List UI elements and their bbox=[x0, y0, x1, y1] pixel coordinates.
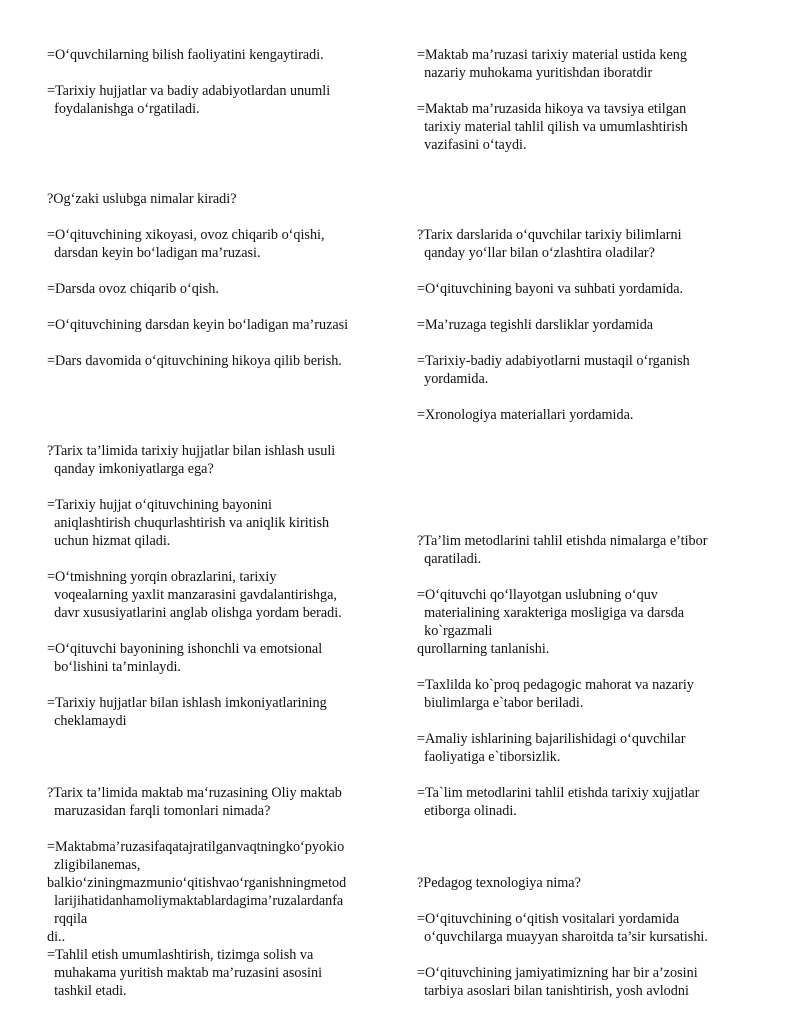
text-line: =Maktabma’ruzasifaqatajratilganvaqtningko‘pyokio bbox=[47, 839, 345, 855]
text-line: o‘quvchilarga muayyan sharoitda ta’sir kursatishi. bbox=[417, 929, 708, 945]
left-column bbox=[47, 46, 387, 1026]
text-line: =Maktab ma’ruzasi tarixiy material ustida keng bbox=[417, 47, 687, 63]
text-line: materialining xarakteriga mosligiga va darsda bbox=[417, 605, 685, 621]
text-line: =Tarixiy hujjat o‘qituvchining bayonini bbox=[47, 497, 272, 513]
text-line: ko`rgazmali bbox=[417, 623, 493, 639]
question-block bbox=[417, 874, 581, 892]
text-line: =Tarixiy hujjatlar bilan ishlash imkoniyatlarining bbox=[47, 695, 327, 711]
text-line: =O‘qituvchining darsdan keyin bo‘ladigan ma’ruzasi bbox=[47, 317, 349, 333]
text-line: =O‘qituvchining jamiyatimizning har bir a’zosini bbox=[417, 965, 698, 981]
text-line: =Amaliy ishlarining bajarilishidagi o‘quvchilar bbox=[417, 731, 686, 747]
text-line: qanday yo‘llar bilan o‘zlashtira oladilar? bbox=[417, 245, 655, 261]
text-line: =O‘qituvchi bayonining ishonchli va emotsional bbox=[47, 641, 323, 657]
answer-option-block bbox=[47, 946, 322, 1000]
text-line: ?Tarix darslarida o‘quvchilar tarixiy bilimlarni bbox=[417, 227, 682, 243]
text-line: bo‘lishini ta’minlaydi. bbox=[47, 659, 181, 675]
answer-option-block bbox=[417, 586, 684, 658]
text-line: nazariy muhokama yuritishdan iboratdir bbox=[417, 65, 653, 81]
answer-option-block bbox=[47, 226, 325, 262]
answer-option-block bbox=[417, 964, 698, 1000]
text-line: foydalanishga o‘rgatiladi. bbox=[47, 101, 200, 117]
text-line: =O‘quvchilarning bilish faoliyatini kengaytiradi. bbox=[47, 47, 324, 63]
text-line: darsdan keyin bo‘ladigan ma’ruzasi. bbox=[47, 245, 261, 261]
text-line: =Taxlilda ko`proq pedagogic mahorat va nazariy bbox=[417, 677, 694, 693]
answer-option-block bbox=[47, 640, 322, 676]
answer-option-block bbox=[417, 406, 633, 424]
text-line: maruzasidan farqli tomonlari nimada? bbox=[47, 803, 271, 819]
text-line: qurollarning tanlanishi. bbox=[417, 641, 550, 657]
answer-option-block bbox=[417, 316, 653, 334]
text-line: =Ma’ruzaga tegishli darsliklar yordamida bbox=[417, 317, 654, 333]
text-line: =Darsda ovoz chiqarib o‘qish. bbox=[47, 281, 219, 297]
text-line: tarixiy material tahlil qilish va umumlashtirish bbox=[417, 119, 688, 135]
text-line: rqqila bbox=[47, 911, 88, 927]
answer-option-block bbox=[47, 694, 327, 730]
text-line: =Ta`lim metodlarini tahlil etishda tarixiy xujjatlar bbox=[417, 785, 700, 801]
question-block bbox=[47, 442, 335, 478]
text-line: ?Ta’lim metodlarini tahlil etishda nimalarga e’tibor bbox=[417, 533, 708, 549]
text-line: aniqlashtirish chuqurlashtirish va aniqlik kiritish bbox=[47, 515, 330, 531]
text-line: =Xronologiya materiallari yordamida. bbox=[417, 407, 634, 423]
answer-option-block bbox=[417, 730, 685, 766]
text-line: etiborga olinadi. bbox=[417, 803, 517, 819]
answer-option-block bbox=[47, 838, 346, 946]
answer-option-block bbox=[47, 316, 348, 334]
text-line: =Tahlil etish umumlashtirish, tizimga solish va bbox=[47, 947, 314, 963]
text-line: vazifasini o‘taydi. bbox=[417, 137, 527, 153]
text-line: qanday imkoniyatlarga ega? bbox=[47, 461, 214, 477]
question-block bbox=[417, 532, 707, 568]
answer-option-block bbox=[47, 82, 330, 118]
text-line: =O‘qituvchining o‘qitish vositalari yordamida bbox=[417, 911, 680, 927]
answer-option-block bbox=[417, 784, 699, 820]
question-block bbox=[417, 226, 682, 262]
answer-option-block bbox=[47, 280, 219, 298]
answer-option-block bbox=[47, 46, 324, 64]
question-block bbox=[47, 190, 237, 208]
text-line: zligibilanemas, bbox=[47, 857, 141, 873]
text-line: ?Tarix ta’limida maktab ma‘ruzasining Oliy maktab bbox=[47, 785, 342, 801]
text-line: faoliyatiga e`tiborsizlik. bbox=[417, 749, 561, 765]
text-line: =Tarixiy-badiy adabiyotlarni mustaqil o‘rganish bbox=[417, 353, 690, 369]
text-line: ?Tarix ta’limida tarixiy hujjatlar bilan ishlash usuli bbox=[47, 443, 336, 459]
answer-option-block bbox=[417, 46, 687, 82]
text-line: ?Pedagog texnologiya nima? bbox=[417, 875, 581, 891]
text-line: balkio‘ziningmazmunio‘qitishvao‘rganishningmetod bbox=[47, 875, 347, 891]
text-line: qaratiladi. bbox=[417, 551, 482, 567]
question-block bbox=[47, 784, 342, 820]
text-line: =O‘tmishning yorqin obrazlarini, tarixiy bbox=[47, 569, 277, 585]
text-line: biulimlarga e`tabor beriladi. bbox=[417, 695, 584, 711]
text-line: davr xususiyatlarini anglab olishga yordam beradi. bbox=[47, 605, 342, 621]
right-column bbox=[417, 46, 762, 1026]
text-line: =Dars davomida o‘qituvchining hikoya qilib berish. bbox=[47, 353, 342, 369]
text-line: =O‘qituvchi qo‘llayotgan uslubning o‘quv bbox=[417, 587, 658, 603]
text-line: tashkil etadi. bbox=[47, 983, 127, 999]
text-line: voqealarning yaxlit manzarasini gavdalantirishga, bbox=[47, 587, 337, 603]
answer-option-block bbox=[417, 352, 690, 388]
text-line: =Tarixiy hujjatlar va badiy adabiyotlardan unumli bbox=[47, 83, 331, 99]
answer-option-block bbox=[417, 100, 688, 154]
answer-option-block bbox=[47, 352, 342, 370]
text-line: muhakama yuritish maktab ma’ruzasini asosini bbox=[47, 965, 323, 981]
text-line: cheklamaydi bbox=[47, 713, 127, 729]
answer-option-block bbox=[417, 280, 683, 298]
text-line: uchun hizmat qiladi. bbox=[47, 533, 171, 549]
text-line: =O‘qituvchining xikoyasi, ovoz chiqarib o‘qishi, bbox=[47, 227, 325, 243]
text-line: larijihatidanhamoliymaktablardagima’ruzalardanfa bbox=[47, 893, 344, 909]
answer-option-block bbox=[47, 496, 329, 550]
answer-option-block bbox=[417, 676, 694, 712]
text-line: =Maktab ma’ruzasida hikoya va tavsiya etilgan bbox=[417, 101, 687, 117]
answer-option-block bbox=[417, 910, 708, 946]
answer-option-block bbox=[47, 568, 342, 622]
text-line: tarbiya asoslari bilan tanishtirish, yosh avlodni bbox=[417, 983, 689, 999]
text-line: di.. bbox=[47, 929, 66, 945]
text-line: =O‘qituvchining bayoni va suhbati yordamida. bbox=[417, 281, 684, 297]
text-line: ?Og‘zaki uslubga nimalar kiradi? bbox=[47, 191, 237, 207]
text-line: yordamida. bbox=[417, 371, 489, 387]
